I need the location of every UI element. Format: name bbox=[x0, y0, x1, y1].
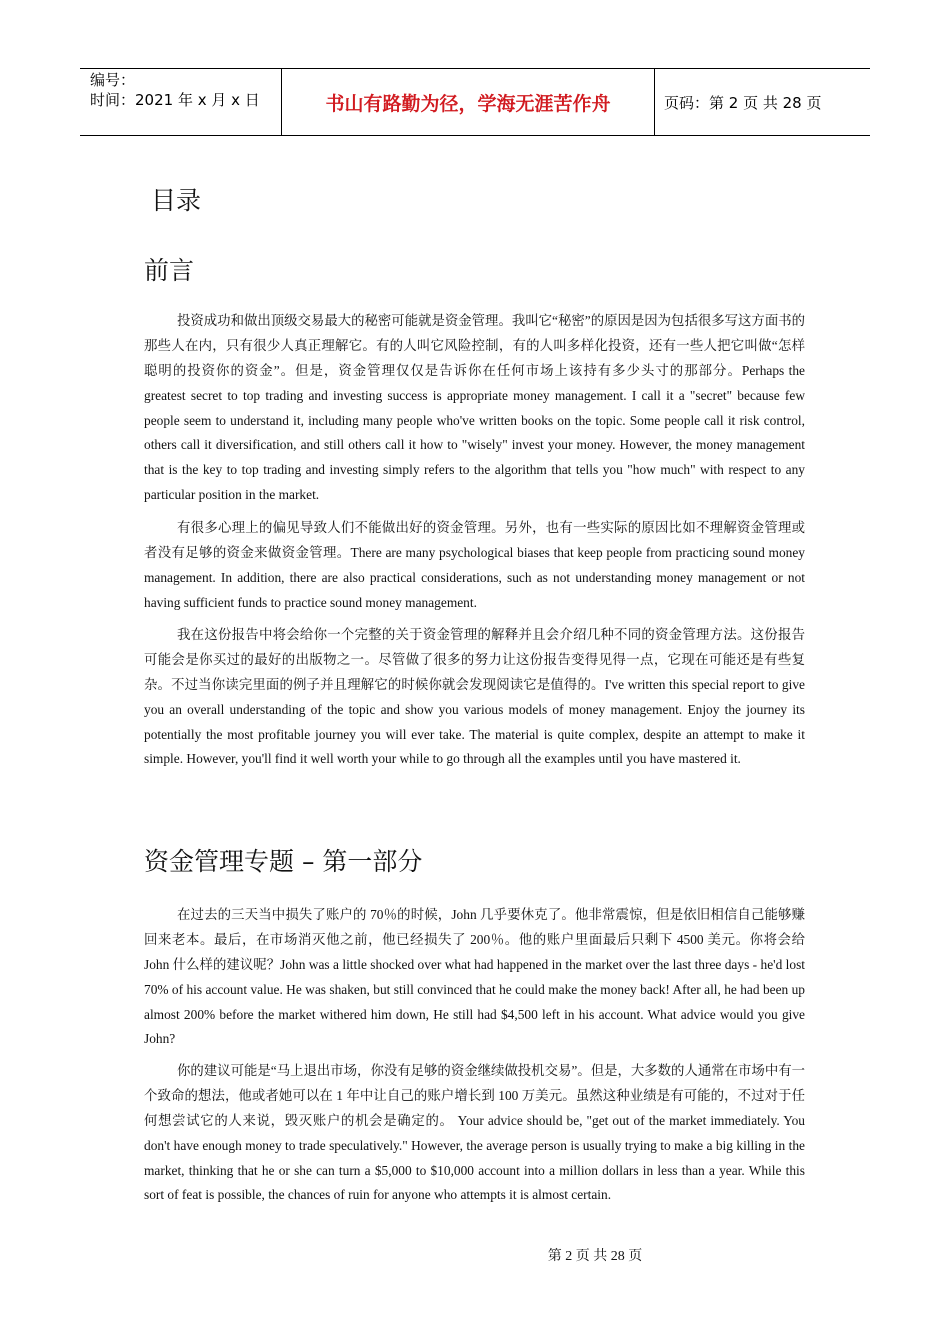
paragraph-1: 投资成功和做出顶级交易最大的秘密可能就是资金管理。我叫它“秘密”的原因是因为包括很多写这方面书的那些人在内，只有很少人真正理解它。有的人叫它风险控制，有的人叫多样化投资，还有一些人把它叫做“怎样聪明的投资你的资金”。但是，资金管理仅仅是告诉你在任何市场上该持有多少头寸的那部分。Perhaps the greatest secret to top trading and investing success is appropriate money management. I call it a "secret" because few people seem to understand it, including many people who've written books on the topic. Some people call it risk control, others call it diversification, and still others call it how to "wisely" invest your money. However, the money management that is the key to top trading and investing simply refers to the algorithm that tells you "how much" with respect to any particular position in the market. bbox=[144, 313, 805, 502]
header-page-info: 页码：第 2 页 共 28 页 bbox=[664, 94, 822, 112]
header-divider-right bbox=[654, 68, 655, 136]
number-label: 编号： bbox=[90, 71, 136, 89]
section-title-preface: 前言 bbox=[144, 256, 195, 285]
page-footer bbox=[0, 1245, 950, 1265]
paragraph-5: 你的建议可能是“马上退出市场，你没有足够的资金继续做投机交易”。但是，大多数的人通常在市场中有一个致命的想法，他或者她可以在 1 年中让自己的账户增长到 100 万美元。虽然这种业绩是有可能的，不过对于任何想尝试它的人来说，毁灭账户的机会是确定的。 Your advice should be, "get out of the market immediately. You don't have enough money to trade speculatively." However, the average person is usually trying to make a big killing in the market, thinking that he or she can turn a $5,000 to $10,000 account into a million dollars in less than a year. While this sort of feat is possible, the chances of ruin for anyone who attempts it is almost certain. bbox=[144, 1063, 805, 1203]
header-top-rule bbox=[80, 68, 870, 69]
paragraph-3: 我在这份报告中将会给你一个完整的关于资金管理的解释并且会介绍几种不同的资金管理方法。这份报告可能会是你买过的最好的出版物之一。尽管做了很多的努力让这份报告变得见得一点，它现在可能还是有些复杂。不过当你读完里面的例子并且理解它的时候你就会发现阅读它是值得的。I've written this special report to give you an overall understanding of the topic and show you various models of money management. Enjoy the journey its potentially the most profitable journey you will ever take. The material is quite complex, despite an attempt to make it simple. However, you'll find it well worth your while to go through all the examples until you have mastered it. bbox=[144, 627, 805, 767]
header-motto: 书山有路勤为径，学海无涯苦作舟 bbox=[325, 93, 611, 115]
header-bottom-rule bbox=[80, 135, 870, 136]
section-title-part1: 资金管理专题 – 第一部分 bbox=[144, 847, 423, 876]
toc-title: 目录 bbox=[151, 186, 202, 215]
paragraph-2: 有很多心理上的偏见导致人们不能做出好的资金管理。另外，也有一些实际的原因比如不理解资金管理或者没有足够的资金来做资金管理。There are many psychological biases that keep people from practicing sound money management. In addition, there are also practical considerations, such as not understanding money management or not having sufficient funds to practice sound money management. bbox=[144, 520, 805, 610]
paragraph-4: 在过去的三天当中损失了账户的 70％的时候，John 几乎要休克了。他非常震惊，但是依旧相信自己能够赚回来老本。最后，在市场消灭他之前，他已经损失了 200％。他的账户里面最后只剩下 4500 美元。你将会给 John 什么样的建议呢？John was a little shocked over what had happened in the market over the last three days - he'd lost 70% of his account value. He was shaken, but still convinced that he could make the money back! After all, he had been up almost 200% before the market withered him down, He still had $4,500 left in his account. What advice would you give John? bbox=[144, 907, 805, 1047]
date-label: 时间：2021 年 x 月 x 日 bbox=[90, 91, 260, 109]
header-left-cell bbox=[90, 70, 280, 110]
footer-page-label: 第 2 页 共 28 页 bbox=[547, 1249, 643, 1264]
